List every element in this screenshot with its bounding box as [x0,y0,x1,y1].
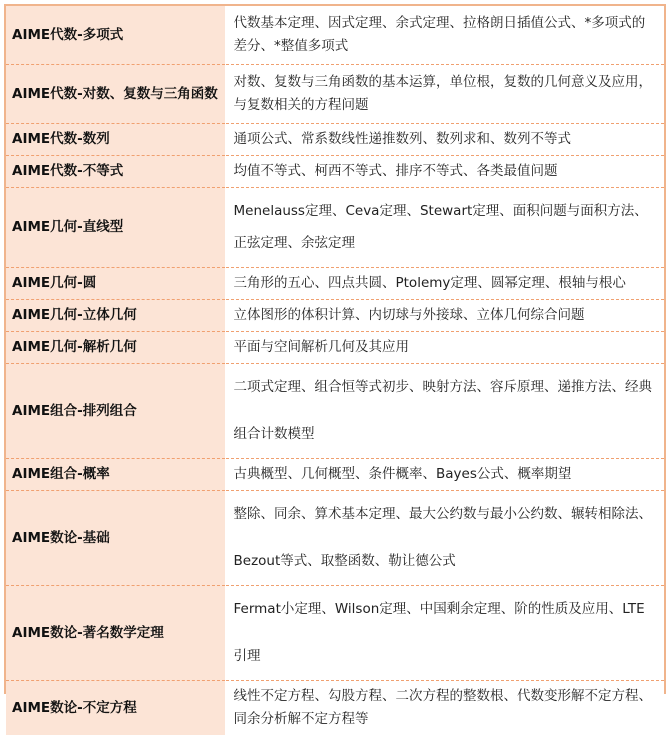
content-cell: 古典概型、几何概型、条件概率、Bayes公式、概率期望 [225,458,664,490]
content-cell: 整除、同余、算术基本定理、最大公约数与最小公约数、辗转相除法、Bezout等式、取整函数、勒让德公式 [225,490,664,585]
table-row [6,267,664,299]
table-row [6,585,664,680]
table-row [6,458,664,490]
topic-cell: AIME数论-不定方程 [6,680,225,735]
content-cell: 代数基本定理、因式定理、余式定理、拉格朗日插值公式、*多项式的差分、*整值多项式 [225,6,664,64]
table-row [6,123,664,155]
topic-cell: AIME代数-对数、复数与三角函数 [6,64,225,123]
content-cell: 三角形的五心、四点共圆、Ptolemy定理、圆幂定理、根轴与根心 [225,267,664,299]
topic-cell: AIME数论-著名数学定理 [6,585,225,680]
content-cell: 线性不定方程、勾股方程、二次方程的整数根、代数变形解不定方程、同余分析解不定方程等 [225,680,664,735]
content-cell: 通项公式、常系数线性递推数列、数列求和、数列不等式 [225,123,664,155]
table-row [6,490,664,585]
table-row [6,299,664,331]
table-row [6,331,664,363]
table-row [6,155,664,187]
topic-cell: AIME几何-圆 [6,267,225,299]
content-cell: 均值不等式、柯西不等式、排序不等式、各类最值问题 [225,155,664,187]
content-cell: 二项式定理、组合恒等式初步、映射方法、容斥原理、递推方法、经典组合计数模型 [225,363,664,458]
topic-cell: AIME组合-排列组合 [6,363,225,458]
topic-cell: AIME几何-解析几何 [6,331,225,363]
topic-cell: AIME代数-多项式 [6,6,225,64]
topic-cell: AIME几何-直线型 [6,187,225,267]
content-cell: 平面与空间解析几何及其应用 [225,331,664,363]
aime-topics-table [6,6,664,735]
content-cell: Fermat小定理、Wilson定理、中国剩余定理、阶的性质及应用、LTE引理 [225,585,664,680]
table-row [6,363,664,458]
content-cell: 立体图形的体积计算、内切球与外接球、立体几何综合问题 [225,299,664,331]
topic-cell: AIME数论-基础 [6,490,225,585]
topics-table-frame [4,4,666,727]
topic-cell: AIME几何-立体几何 [6,299,225,331]
table-row [6,64,664,123]
content-cell: 对数、复数与三角函数的基本运算，单位根，复数的几何意义及应用，与复数相关的方程问题 [225,64,664,123]
table-row [6,680,664,735]
table-row [6,6,664,64]
content-cell: Menelauss定理、Ceva定理、Stewart定理、面积问题与面积方法、正弦定理、余弦定理 [225,187,664,267]
topic-cell: AIME组合-概率 [6,458,225,490]
topic-cell: AIME代数-不等式 [6,155,225,187]
table-row [6,187,664,267]
topic-cell: AIME代数-数列 [6,123,225,155]
